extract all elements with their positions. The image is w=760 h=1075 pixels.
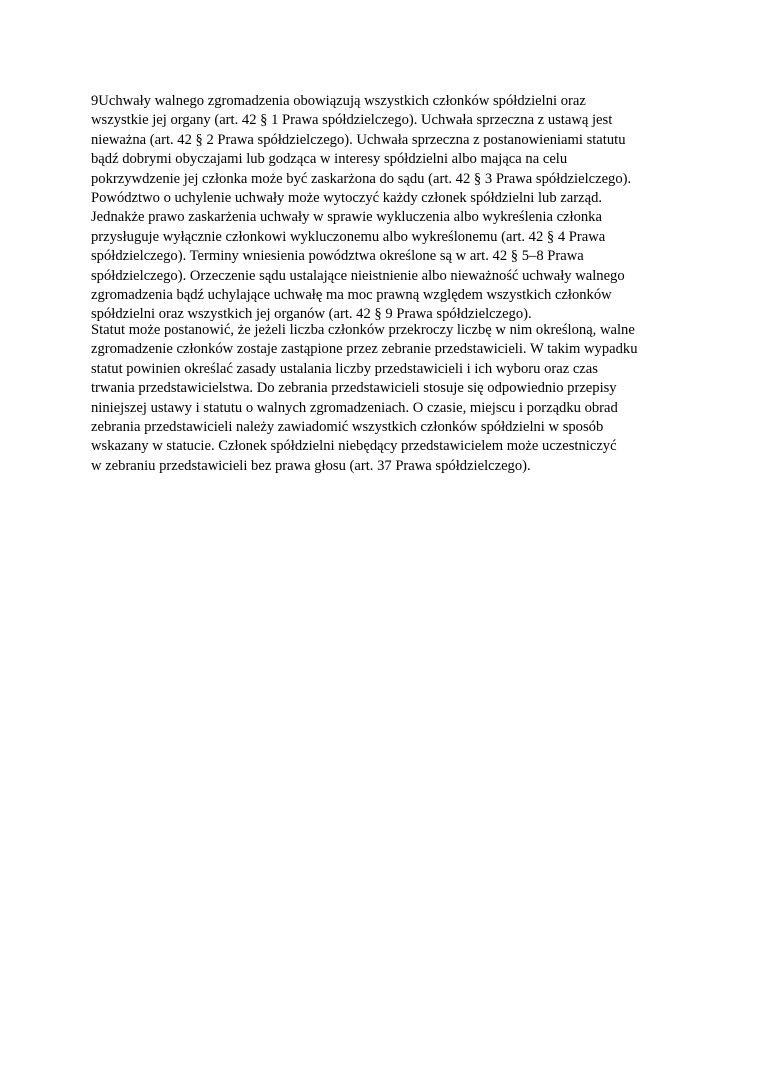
text-line: Powództwo o uchylenie uchwały może wytoczyć każdy członek spółdzielni lub zarząd.: [91, 190, 603, 207]
text-line: Jednakże prawo zaskarżenia uchwały w sprawie wykluczenia albo wykreślenia członka: [91, 209, 602, 226]
text-line: zgromadzenie członków zostaje zastąpione przez zebranie przedstawicieli. W takim wypadku: [91, 341, 638, 358]
text-line: spółdzielni oraz wszystkich jej organów (art. 42 § 9 Prawa spółdzielczego).: [91, 306, 532, 323]
text-line: wskazany w statucie. Członek spółdzielni niebędący przedstawicielem może uczestniczyć: [91, 438, 617, 455]
text-line: Statut może postanowić, że jeżeli liczba członków przekroczy liczbę w nim określoną, walne: [91, 322, 635, 338]
text-line: 9Uchwały walnego zgromadzenia obowiązują wszystkich członków spółdzielni oraz: [91, 93, 586, 109]
text-line: nieważna (art. 42 § 2 Prawa spółdzielczego). Uchwała sprzeczna z postanowieniami statutu: [91, 131, 626, 148]
text-line: w zebraniu przedstawicieli bez prawa głosu (art. 37 Prawa spółdzielczego).: [91, 457, 531, 474]
text-line: statut powinien określać zasady ustalania liczby przedstawicieli i ich wyboru oraz czas: [91, 360, 598, 377]
paragraph-representatives: [91, 321, 676, 476]
text-line: niniejszej ustawy i statutu o walnych zgromadzeniach. O czasie, miejscu i porządku obrad: [91, 399, 618, 416]
text-line: wszystkie jej organy (art. 42 § 1 Prawa spółdzielczego). Uchwała sprzeczna z ustawą jest: [91, 112, 613, 129]
text-line: bądź dobrymi obyczajami lub godząca w interesy spółdzielni albo mająca na celu: [91, 151, 568, 168]
text-line: zebrania przedstawicieli należy zawiadomić wszystkich członków spółdzielni w sposób: [91, 419, 604, 436]
text-line: zgromadzenia bądź uchylające uchwałę ma moc prawną względem wszystkich członków: [91, 287, 612, 304]
text-line: spółdzielczego). Terminy wniesienia powództwa określone są w art. 42 § 5–8 Prawa: [91, 248, 584, 265]
paragraph-resolutions: [91, 92, 676, 325]
text-line: przysługuje wyłącznie członkowi wykluczonemu albo wykreślonemu (art. 42 § 4 Prawa: [91, 228, 606, 245]
text-line: spółdzielczego). Orzeczenie sądu ustalające nieistnienie albo nieważność uchwały walnego: [91, 267, 625, 284]
text-line: trwania przedstawicielstwa. Do zebrania przedstawicieli stosuje się odpowiednio przepisy: [91, 380, 617, 397]
text-line: pokrzywdzenie jej członka może być zaskarżona do sądu (art. 42 § 3 Prawa spółdzielczego).: [91, 170, 632, 187]
